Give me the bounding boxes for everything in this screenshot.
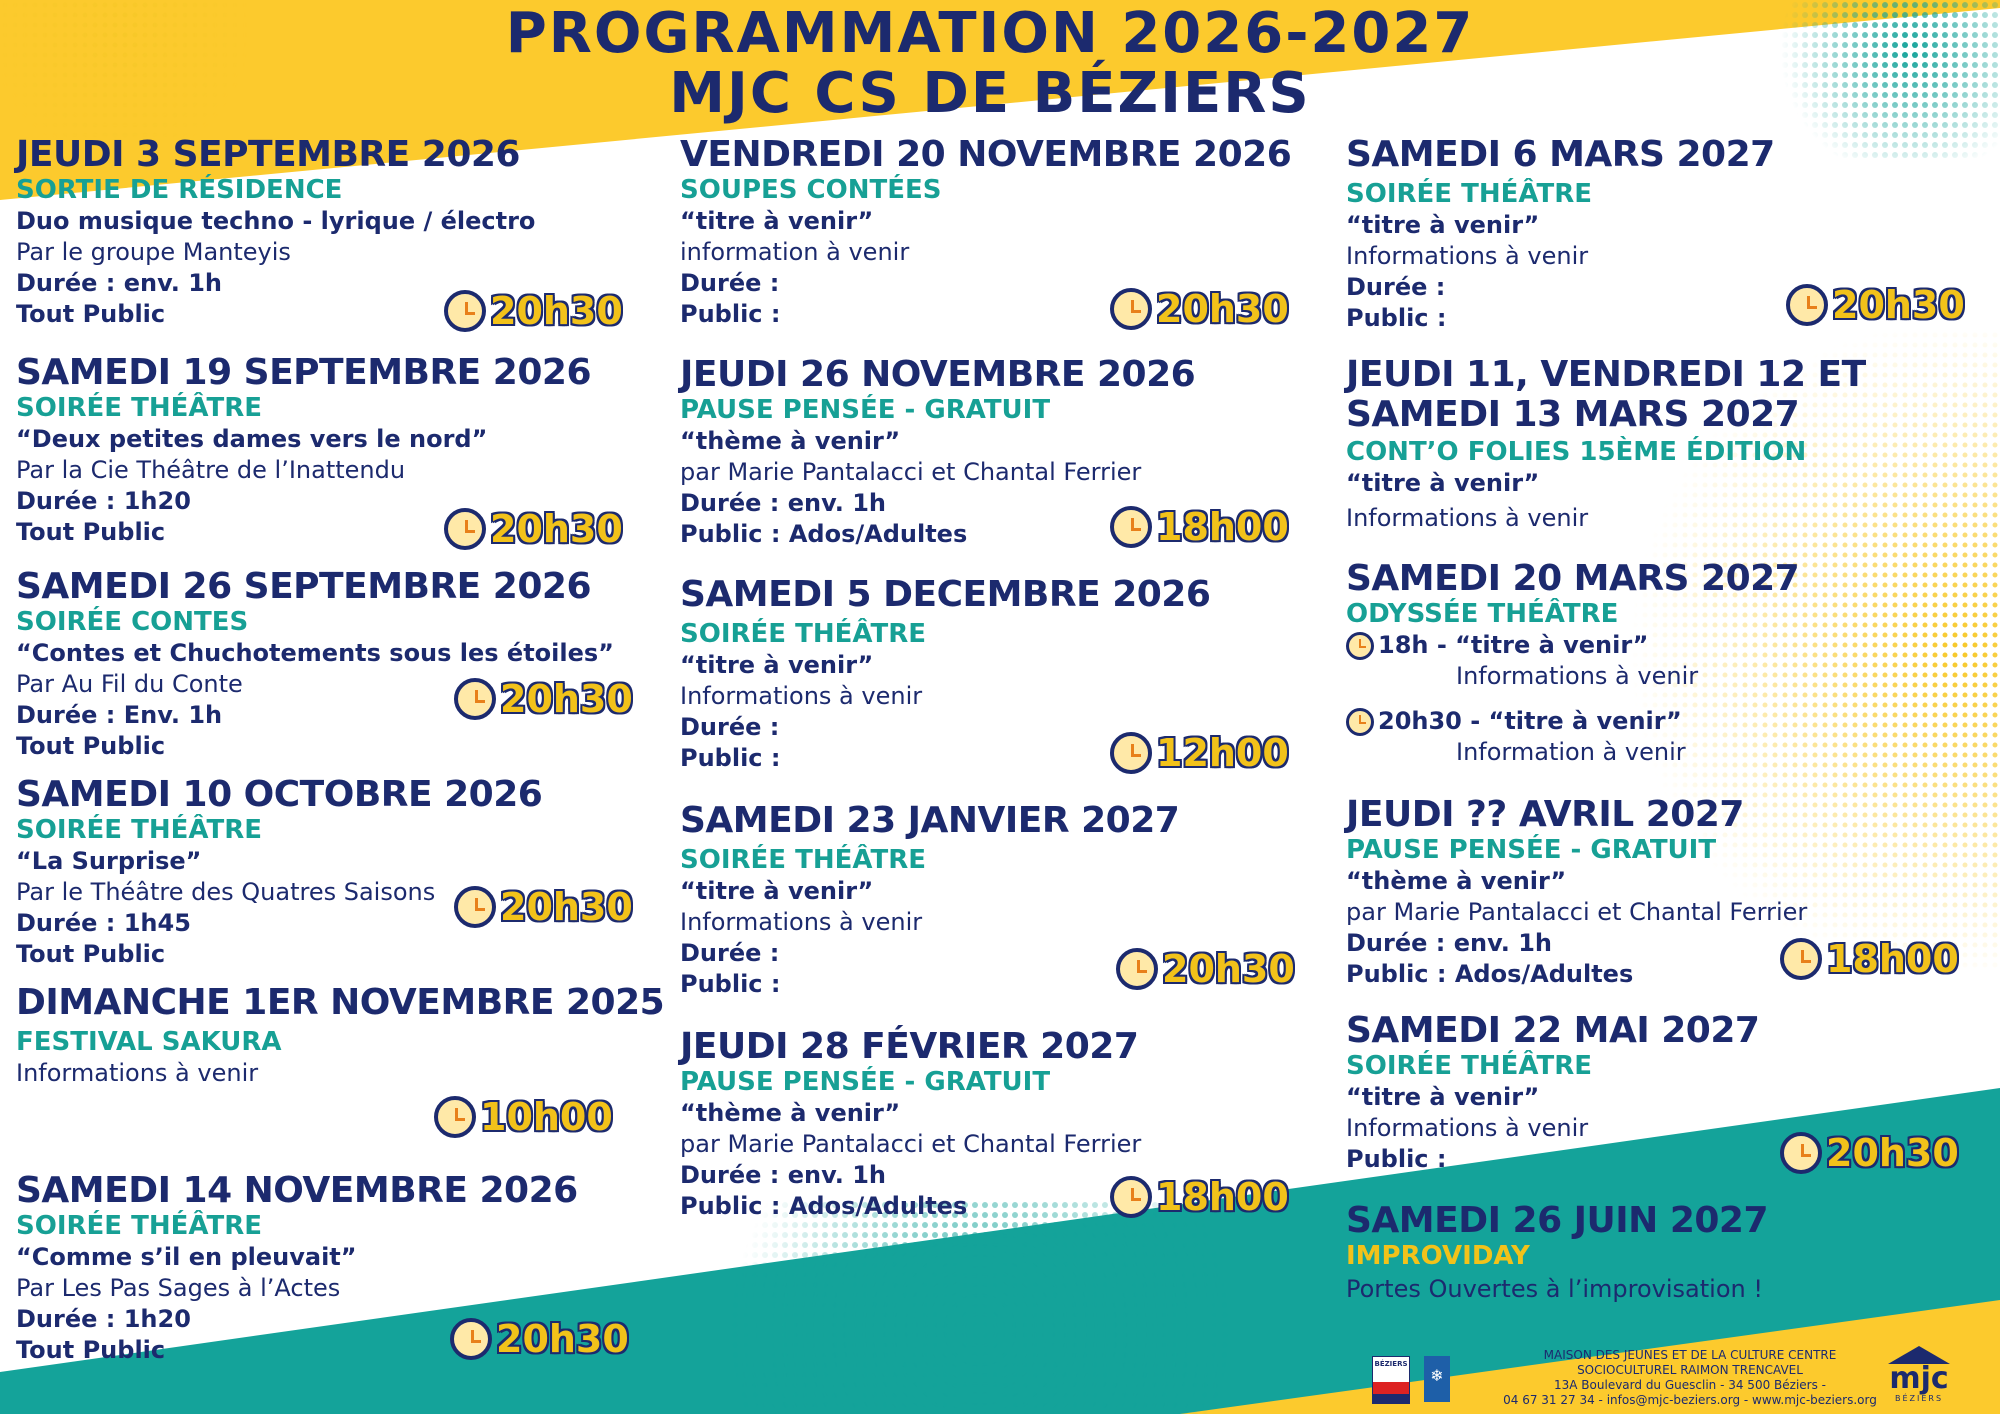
event-date: SAMEDI 14 NOVEMBRE 2026 xyxy=(16,1170,578,1211)
event-date: SAMEDI 19 SEPTEMBRE 2026 xyxy=(16,352,592,393)
event-title: “titre à venir” xyxy=(680,207,874,235)
event-card xyxy=(1346,559,2000,768)
event-category: PAUSE PENSÉE - GRATUIT xyxy=(680,395,1051,425)
event-date: SAMEDI 6 MARS 2027 xyxy=(1346,134,1775,175)
event-time: 20h30 xyxy=(444,507,623,551)
event-title: “titre à venir” xyxy=(1346,211,1540,239)
beziers-city-logo: BÉZIERS xyxy=(1372,1356,1410,1404)
event-category: SOIRÉE THÉÂTRE xyxy=(1346,179,1592,209)
event-by: Par Les Pas Sages à l’Actes xyxy=(16,1274,341,1302)
event-date: SAMEDI 20 MARS 2027 xyxy=(1346,558,1800,599)
clock-icon xyxy=(1110,288,1152,330)
event-card xyxy=(1346,135,2000,334)
event-card xyxy=(16,567,676,762)
event-date: JEUDI 11, VENDREDI 12 ET SAMEDI 13 MARS 2027 xyxy=(1346,354,1866,435)
event-public: Tout Public xyxy=(16,940,166,968)
event-category: ODYSSÉE THÉÂTRE xyxy=(1346,599,1619,629)
event-title: “titre à venir” xyxy=(680,877,874,905)
clock-icon xyxy=(1110,1176,1152,1218)
event-card xyxy=(1346,355,2000,534)
clock-icon xyxy=(1780,938,1822,980)
event-category: SOIRÉE THÉÂTRE xyxy=(680,619,926,649)
event-card xyxy=(680,575,1340,774)
clock-icon xyxy=(1116,948,1158,990)
event-date: DIMANCHE 1ER NOVEMBRE 2025 xyxy=(16,982,665,1023)
event-by: Par la Cie Théâtre de l’Inattendu xyxy=(16,456,406,484)
event-card xyxy=(16,1171,676,1366)
event-public: Public : Ados/Adultes xyxy=(680,1192,968,1220)
event-duration: Durée : xyxy=(680,939,780,967)
event-time: 18h00 xyxy=(1110,1175,1289,1219)
event-category: SOUPES CONTÉES xyxy=(680,175,942,205)
time-slot-1-info: Informations à venir xyxy=(1456,662,1699,690)
event-public: Public : xyxy=(1346,304,1447,332)
event-time: 20h30 xyxy=(444,289,623,333)
event-card xyxy=(680,801,1340,1000)
clock-icon xyxy=(1110,506,1152,548)
event-info: Informations à venir xyxy=(1346,242,1589,270)
event-title: “titre à venir” xyxy=(680,651,874,679)
event-title: “titre à venir” xyxy=(1346,1083,1540,1111)
event-duration: Durée : 1h20 xyxy=(16,1305,191,1333)
event-category: SOIRÉE THÉÂTRE xyxy=(1346,1051,1592,1081)
event-by: par Marie Pantalacci et Chantal Ferrier xyxy=(680,458,1142,486)
event-duration: Durée : env. 1h xyxy=(1346,929,1553,957)
event-info: information à venir xyxy=(680,238,910,266)
clock-icon xyxy=(1786,284,1828,326)
event-by: Par le Théâtre des Quatres Saisons xyxy=(16,878,436,906)
event-time: 10h00 xyxy=(434,1095,613,1139)
event-date: SAMEDI 22 MAI 2027 xyxy=(1346,1010,1760,1051)
event-public: Tout Public xyxy=(16,732,166,760)
partner-logo: ❄ xyxy=(1424,1356,1450,1402)
event-info: Informations à venir xyxy=(16,1059,259,1087)
page-title-line1: PROGRAMMATION 2026-2027 xyxy=(505,1,1475,66)
event-card xyxy=(680,1027,1340,1222)
event-category: PAUSE PENSÉE - GRATUIT xyxy=(680,1067,1051,1097)
event-duration: Durée : env. 1h xyxy=(680,1161,887,1189)
clock-icon xyxy=(454,678,496,720)
event-date: JEUDI ?? AVRIL 2027 xyxy=(1346,794,1744,835)
event-time: 18h00 xyxy=(1780,937,1959,981)
clock-icon xyxy=(1346,708,1374,736)
event-duration: Durée : 1h20 xyxy=(16,487,191,515)
event-time: 20h30 xyxy=(1116,947,1295,991)
event-public: Public : xyxy=(680,744,781,772)
event-time: 20h30 xyxy=(454,885,633,929)
page-title-line2: MJC CS DE BÉZIERS xyxy=(669,61,1311,126)
event-title: “Contes et Chuchotements sous les étoiles” xyxy=(16,639,614,667)
event-time: 20h30 xyxy=(1110,287,1289,331)
event-category: CONT’O FOLIES 15ÈME ÉDITION xyxy=(1346,437,1807,467)
event-time: 20h30 xyxy=(454,677,633,721)
event-title: “titre à venir” xyxy=(1346,469,1540,497)
event-info: Informations à venir xyxy=(1346,504,1589,532)
clock-icon xyxy=(450,1318,492,1360)
event-date: SAMEDI 26 SEPTEMBRE 2026 xyxy=(16,566,592,607)
event-date: SAMEDI 5 DECEMBRE 2026 xyxy=(680,574,1211,615)
clock-icon xyxy=(1780,1132,1822,1174)
event-category: SORTIE DE RÉSIDENCE xyxy=(16,175,343,205)
event-duration: Durée : xyxy=(680,269,780,297)
event-title: “thème à venir” xyxy=(1346,867,1567,895)
event-public: Tout Public xyxy=(16,1336,166,1364)
clock-icon xyxy=(454,886,496,928)
time-slot-1: 18h - “titre à venir” xyxy=(1346,630,2000,661)
event-title: “La Surprise” xyxy=(16,847,202,875)
event-info: Informations à venir xyxy=(680,908,923,936)
event-card xyxy=(680,355,1340,550)
event-card xyxy=(1346,1201,2000,1305)
event-duration: Durée : xyxy=(1346,273,1446,301)
mjc-logo: mjc BÉZIERS xyxy=(1888,1346,1950,1410)
event-category: SOIRÉE THÉÂTRE xyxy=(16,1211,262,1241)
event-card xyxy=(680,135,1340,330)
event-public: Public : xyxy=(1346,1145,1447,1173)
time-slot-2-info: Information à venir xyxy=(1456,738,1686,766)
event-info: Informations à venir xyxy=(680,682,923,710)
event-public: Public : Ados/Adultes xyxy=(1346,960,1634,988)
event-public: Public : xyxy=(680,970,781,998)
event-date: JEUDI 3 SEPTEMBRE 2026 xyxy=(16,134,520,175)
clock-icon xyxy=(1346,632,1374,660)
event-by: Par le groupe Manteyis xyxy=(16,238,291,266)
event-date: JEUDI 26 NOVEMBRE 2026 xyxy=(680,354,1196,395)
event-duration: Durée : xyxy=(680,713,780,741)
event-date: JEUDI 28 FÉVRIER 2027 xyxy=(680,1026,1139,1067)
footer-address: MAISON DES JEUNES ET DE LA CULTURE CENTRE SOCIOCULTUREL RAIMON TRENCAVEL 13A Boulevard du Guesclin - 34 500 Béziers - 04 67 31 27 34 - infos@mjc-beziers.org - www.mjc-beziers.org xyxy=(1503,1348,1877,1407)
event-title: Duo musique techno - lyrique / électro xyxy=(16,207,536,235)
event-info: Portes Ouvertes à l’improvisation ! xyxy=(1346,1275,1763,1303)
event-time: 20h30 xyxy=(1780,1131,1959,1175)
event-info: Informations à venir xyxy=(1346,1114,1589,1142)
clock-icon xyxy=(434,1096,476,1138)
event-public: Tout Public xyxy=(16,300,166,328)
event-card xyxy=(1346,1011,2000,1175)
event-title: “Deux petites dames vers le nord” xyxy=(16,425,488,453)
event-card xyxy=(1346,795,2000,990)
event-time: 18h00 xyxy=(1110,505,1289,549)
event-date: SAMEDI 10 OCTOBRE 2026 xyxy=(16,774,543,815)
event-public: Public : Ados/Adultes xyxy=(680,520,968,548)
event-category: PAUSE PENSÉE - GRATUIT xyxy=(1346,835,1717,865)
event-time: 12h00 xyxy=(1110,731,1289,775)
event-duration: Durée : Env. 1h xyxy=(16,701,223,729)
event-title: “thème à venir” xyxy=(680,1099,901,1127)
event-public: Public : xyxy=(680,300,781,328)
event-category: FESTIVAL SAKURA xyxy=(16,1027,282,1057)
event-title: “thème à venir” xyxy=(680,427,901,455)
event-card xyxy=(16,775,676,970)
event-by: par Marie Pantalacci et Chantal Ferrier xyxy=(1346,898,1808,926)
event-card xyxy=(16,352,676,551)
time-slot-2: 20h30 - “titre à venir” xyxy=(1346,706,2000,737)
event-title: “Comme s’il en pleuvait” xyxy=(16,1243,357,1271)
event-time: 20h30 xyxy=(1786,283,1965,327)
event-by: Par Au Fil du Conte xyxy=(16,670,243,698)
event-category: SOIRÉE THÉÂTRE xyxy=(16,393,262,423)
clock-icon xyxy=(1110,732,1152,774)
event-date: SAMEDI 26 JUIN 2027 xyxy=(1346,1200,1769,1241)
event-date: SAMEDI 23 JANVIER 2027 xyxy=(680,800,1180,841)
event-card xyxy=(16,982,676,1139)
event-category: IMPROVIDAY xyxy=(1346,1241,1530,1271)
event-category: SOIRÉE THÉÂTRE xyxy=(16,815,262,845)
clock-icon xyxy=(444,508,486,550)
event-card xyxy=(16,134,676,333)
event-duration: Durée : env. 1h xyxy=(16,269,223,297)
event-duration: Durée : env. 1h xyxy=(680,489,887,517)
event-time: 20h30 xyxy=(450,1317,629,1361)
event-date: VENDREDI 20 NOVEMBRE 2026 xyxy=(680,134,1292,175)
event-category: SOIRÉE CONTES xyxy=(16,607,249,637)
event-public: Tout Public xyxy=(16,518,166,546)
event-by: par Marie Pantalacci et Chantal Ferrier xyxy=(680,1130,1142,1158)
clock-icon xyxy=(444,290,486,332)
event-category: SOIRÉE THÉÂTRE xyxy=(680,845,926,875)
event-duration: Durée : 1h45 xyxy=(16,909,191,937)
